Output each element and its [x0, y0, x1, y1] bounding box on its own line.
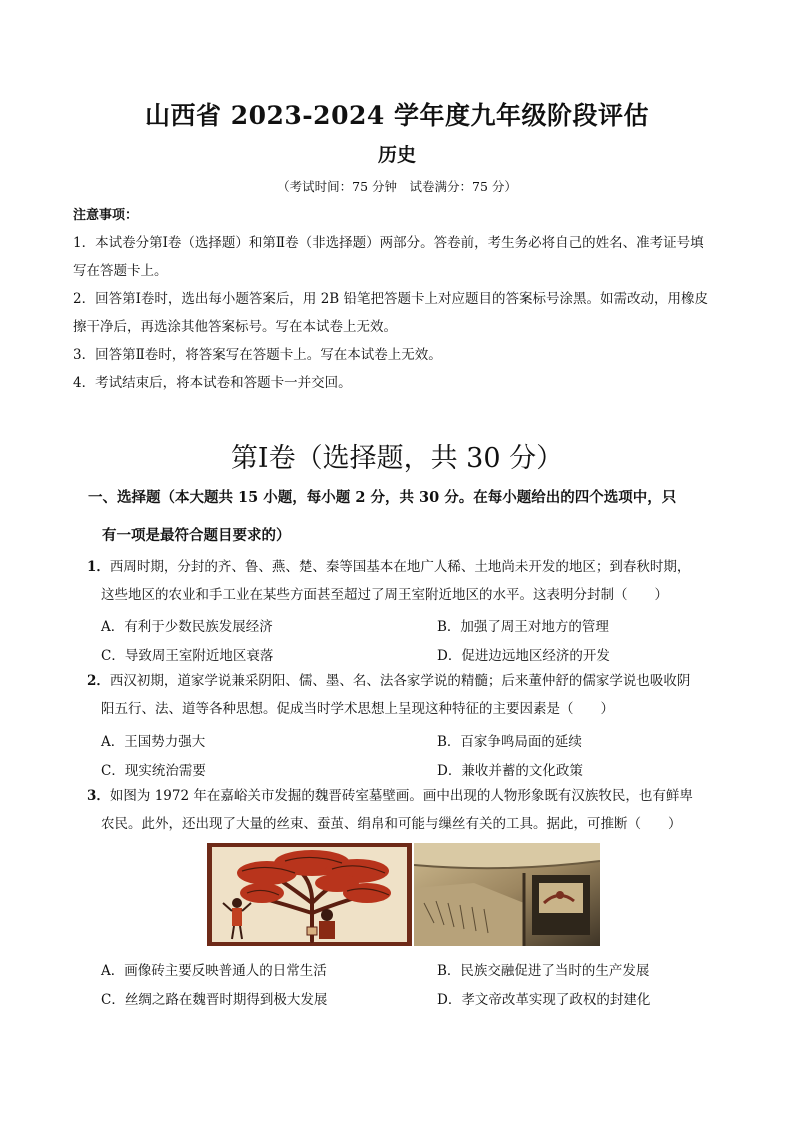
option-a[interactable]: A．王国势力强大 — [101, 734, 206, 750]
subject-title: 历史 — [377, 144, 416, 166]
question-3-stem-continued: 农民。此外，还出现了大量的丝束、蚕茧、绢帛和可能与缫丝有关的工具。据此，可推断（ ） — [101, 816, 682, 832]
notice-heading: 注意事项： — [73, 208, 139, 223]
mural-tree-figure-icon — [207, 843, 412, 946]
question-1-stem-continued: 这些地区的农业和手工业在某些方面甚至超过了周王室附近地区的水平。这表明分封制（ ） — [101, 587, 668, 603]
notice-line: 写在答题卡上。 — [73, 263, 168, 279]
question-2-stem — [87, 667, 727, 695]
notice-line: 1．本试卷分第Ⅰ卷（选择题）和第Ⅱ卷（非选择题）两部分。答卷前，考生务必将自己的姓名、准考证号填 — [73, 235, 704, 251]
notice-line: 3．回答第Ⅱ卷时，将答案写在答题卡上。写在本试卷上无效。 — [73, 347, 442, 363]
option-d[interactable]: D．兼收并蓄的文化政策 — [437, 763, 583, 779]
option-b[interactable]: B．民族交融促进了当时的生产发展 — [437, 963, 650, 979]
exam-info: （考试时间：75 分钟 试卷满分：75 分） — [277, 179, 517, 194]
option-a[interactable]: A．画像砖主要反映普通人的日常生活 — [101, 963, 327, 979]
question-text: 如图为 1972 年在嘉峪关市发掘的魏晋砖室墓壁画。画中出现的人物形象既有汉族牧民，也有鲜卑 — [109, 788, 693, 804]
tomb-photo-image — [414, 843, 600, 946]
part-heading: 一、选择题（本大题共 15 小题，每小题 2 分，共 30 分。在每小题给出的四个选项中，只 — [88, 489, 677, 506]
notice-line: 4．考试结束后，将本试卷和答题卡一并交回。 — [73, 375, 352, 391]
option-c[interactable]: C．现实统治需要 — [101, 763, 206, 779]
mural-painting-image — [207, 843, 412, 946]
question-2-stem-continued: 阳五行、法、道等各种思想。促成当时学术思想上呈现这种特征的主要因素是（ ） — [101, 701, 614, 717]
question-number: 2． — [87, 673, 110, 689]
question-text: 西汉初期，道家学说兼采阴阳、儒、墨、名、法各家学说的精髓；后来董仲舒的儒家学说也吸收阴 — [109, 673, 691, 689]
section-title: 第Ⅰ卷（选择题，共 30 分） — [230, 443, 564, 474]
option-c[interactable]: C．丝绸之路在魏晋时期得到极大发展 — [101, 992, 328, 1008]
question-number: 3． — [87, 788, 110, 804]
notice-line: 擦干净后，再选涂其他答案标号。写在本试卷上无效。 — [73, 319, 397, 335]
page-title: 山西省 2023-2024 学年度九年级阶段评估 — [145, 101, 649, 130]
notice-line: 2．回答第Ⅰ卷时，选出每小题答案后，用 2B 铅笔把答题卡上对应题目的答案标号涂黑。如需改动，用橡皮 — [73, 291, 709, 307]
option-b[interactable]: B．加强了周王对地方的管理 — [437, 619, 609, 635]
option-c[interactable]: C．导致周王室附近地区衰落 — [101, 648, 274, 664]
part-heading-continued: 有一项是最符合题目要求的） — [102, 527, 291, 544]
question-text: 西周时期，分封的齐、鲁、燕、楚、秦等国基本在地广人稀、土地尚未开发的地区；到春秋时期， — [109, 559, 691, 575]
question-3-stem — [87, 782, 727, 810]
question-number: 1． — [87, 559, 110, 575]
option-b[interactable]: B．百家争鸣局面的延续 — [437, 734, 582, 750]
question-1-stem — [87, 553, 727, 581]
tomb-wall-photo-icon — [414, 843, 600, 946]
option-a[interactable]: A．有利于少数民族发展经济 — [101, 619, 273, 635]
option-d[interactable]: D．孝文帝改革实现了政权的封建化 — [437, 992, 651, 1008]
option-d[interactable]: D．促进边远地区经济的开发 — [437, 648, 610, 664]
